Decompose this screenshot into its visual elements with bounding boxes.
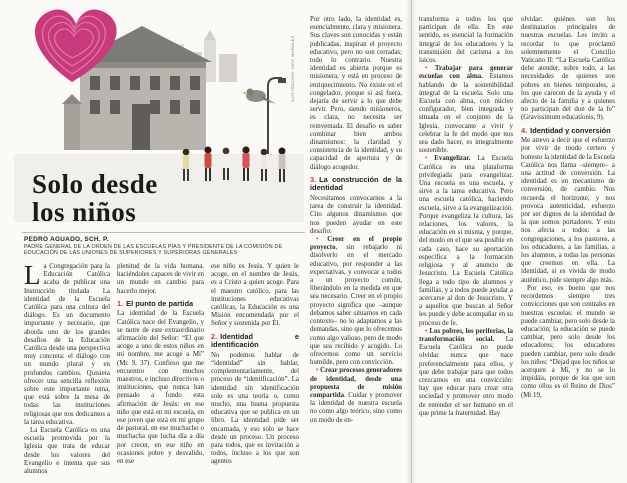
text-column-2	[117, 263, 204, 483]
bullet-text: . Cuidar y promover la identidad de nuestra escuela no como algo teórico, sino como un modo de en-	[310, 391, 402, 424]
illustration-credit: ILUSTRACIÓN: DEXI MORALES	[290, 35, 295, 102]
bullet-text: , sin rebajarlo ni disolverlo en el mercado educativo, por responder a las expectativas, y convocar a todos a un proyecto común, liberándolo en la medida en que sea necesario. Creer en el propio proyecto significa que –aunque debamos saber situarnos en cada contexto– no lo adaptamos a las demandas, sino que lo ofrecemos como algo valioso, pero de modo que sea recibido y acogido. Lo ofrecemos como un servicio humilde, pero con convicción.	[310, 244, 402, 367]
bullet-title: Trabajar para generar escuelas con alma.	[419, 65, 513, 81]
bullet-title: Creer en el propio proyecto	[310, 236, 402, 252]
section-title: Identidad y conversión	[530, 125, 611, 135]
section-title: El punto de partida	[126, 298, 194, 308]
body-paragraph: La identidad de la Escuela Católica nace del Evangelio, y se nutre de este extraordinario afirmación del Señor: “El que acoge a uno de estos niños en mi nombre, me acoge a Mí” (Mc 9, 37). Confieso que me encuentro con muchos maestros, e incluso directivos o instituciones, que nunca han pensado a fondo esta afirmación de Jesús: en ese niño que está en mi escuela, en ese joven que está en mi grupo de pastoral, en ese muchacho o muchacha que lucha día a día por crecer, en ese niño en ocasiones pobre y desvalido, en ese	[117, 310, 204, 466]
bullet-icon: •	[316, 236, 319, 244]
section-number: 4.	[521, 125, 528, 135]
bullet-title: Crear procesos generadores de identidad, desde una propuesta de misión compartida	[310, 367, 402, 399]
bullet-paragraph	[310, 236, 402, 367]
section-heading-3	[310, 176, 402, 193]
article-headline	[32, 170, 158, 226]
body-paragraph: plenitud de la vida humana, haciéndoles capaces de vivir en un mundo en cambio para hacerlo mejor.	[117, 263, 204, 295]
text-column-1	[24, 263, 110, 483]
headline-line-1: Solo desde	[32, 169, 158, 199]
body-paragraph: Por eso, es bueno que nos recordemos siempre tres convicciones que son centrales en nuestras escuelas: el mundo se puede cambiar, pero solo desde la educación; la educación se puede cambiar, pero solo desde los educadores; los educadores pueden cambiar, pero solo desde los niños: “Dejad que los niños se acerquen a Mí, y no se lo impidáis, porque de los que son como ellos es el Reino de Dios” (Mt 19,	[521, 284, 615, 399]
bullet-paragraph	[310, 367, 402, 424]
bullet-text: La Escuela Católica es una plataforma privilegiada para evangelizar. Una escuela es una escuela, y sirve a la tarea educativa. Pero una escuela católica, haciendo escuela, sirve a la evangelización. Porque evangeliza la cultura, las relaciones, los valores, la educación en sí misma, y porque, del modo en el que sea posible en cada caso, hace su aportación específica a la formación religiosa y al anuncio de Jesucristo. La Escuela Católica llega a todo tipo de alumnos y familias, y a todos puede ayudar a acercarse al don de Jesucristo. Y a aquellos que buscan al Señor les puede y debe acompañar en su proceso de fe.	[419, 155, 513, 327]
bullet-icon: •	[425, 155, 428, 163]
paragraph-text: a Congregación para la Educación Católica acaba de publicar una Instrucción titulada La identidad de la Escuela Católica para una cultura del diálogo. Es un documento importante y necesario, que aborda uno de los grandes desafíos de la Educación Católica desde una perspectiva muy concreta: el diálogo con un mundo plural y en profundos cambios. Quisiera ofrecer una sencilla reflexión sobre este importante tema, que está sobre la mesa de todas las instituciones religiosas que nos dedicamos a la tarea educativa.	[24, 263, 110, 426]
section-heading-1	[117, 300, 204, 309]
drop-cap: L	[24, 263, 41, 290]
text-column-3	[211, 263, 299, 483]
bullet-icon: •	[425, 327, 428, 335]
bullet-icon: •	[316, 367, 319, 375]
section-number: 1.	[117, 298, 124, 308]
author-name: PEDRO AGUADO, SCH. P.	[24, 236, 109, 243]
section-number: 2.	[211, 331, 218, 341]
headline-line-2: los niños	[32, 197, 137, 227]
section-title: Identidad e identificación	[211, 331, 299, 350]
body-paragraph: transforma a todos los que participan de ella. En este sentido, es esencial la formación integral de los educadores y la transmisión del carisma a los laicos.	[419, 16, 513, 65]
body-paragraph: ese niño es Jesús. Y quien le acoge, en el nombre de Jesús, es a Cristo a quien acoge. Para el maestro católico, para las instituciones educativas católicas, la Educación es una Misión encomendada por el Señor y sostenida por Él.	[211, 263, 299, 328]
section-heading-4	[521, 127, 615, 136]
body-paragraph: La Escuela Católica es una escuela promovida por la Iglesia que trata de educar desde los valores del Evangelio e intenta que sus alumnos	[24, 427, 110, 476]
bullet-icon: •	[425, 65, 428, 73]
text-column-4	[310, 16, 402, 483]
byline-divider	[22, 232, 305, 233]
body-paragraph: No podemos hablar de “identidad” sin hablar, complementariamente, del proceso de “identificación”. La identidad sin identificación solo es una teoría o, como mucho, una buena propuesta educativa que se publica en un libro. La identidad pide ser encarnada, y eso solo se hace desde un proceso. Un proceso para todos, que es invitación a todos, incluso a los que son agentes	[211, 351, 299, 466]
bullet-paragraph	[419, 155, 513, 327]
body-paragraph: olvidar: quiénes son los destinatarios principales de nuestras escuelas. Les invito a recordar lo que proclamó solemnemente el Concilio Vaticano II: “La Escuela Católica debe atender, sobre todo, a las necesidades de quienes son pobres en bienes temporales, a los que carecen de la ayuda y el afecto de la familia y a quienes no participan del don de la fe” (Gravissimum educationis, 9).	[521, 16, 615, 122]
bullet-title: Evangelizar.	[434, 155, 471, 163]
body-paragraph: Por otro lado, la identidad es, esencialmente, clara y misionera. Sus claves son conocidas y están publicadas, inspiran el proyecto educativo, pero no son cerradas; todo lo contrario. Nuestra identidad es abierta porque es misionera, y está en proceso de enriquecimiento. No existe en el congelador, porque si así fuera, dejaría de servir a lo que debe servir. Pero, siendo misioneros, es clara, no necesita ser reinventada. El desafío es saber combinar bien ambos dinamismos: la claridad y consistencia de la identidad, y su capacidad de apertura y de diálogo acogedor.	[310, 16, 402, 171]
bullet-paragraph	[419, 65, 513, 155]
bullet-text: Estamos hablando de la sostenibilidad integral de la escuela. Solo una Escuela con alma, con núcleo configurador, bien integrada y situada en el conjunto de la Iglesia, convocante a vivir y celebrar la fe del modo que nos sea dado hacer, es integralmente sostenible.	[419, 73, 513, 155]
text-column-5	[419, 16, 513, 483]
intro-paragraph	[24, 263, 110, 427]
bullet-title: Los pobres, los periferias, la transformación social.	[419, 327, 513, 343]
author-affiliation: PADRE GENERAL DE LA ORDEN DE LAS ESCUELAS PÍAS Y PRESIDENTE DE LA COMISIÓN DE EDUCACIÓN DE LAS UNIONES DE SUPERIORES Y SUPERIORAS GENERALES	[24, 244, 283, 257]
section-heading-2	[211, 333, 299, 350]
text-column-6	[521, 16, 615, 483]
bullet-text: La Escuela Católica no puede olvidar nunca que nace preferencialmente para ellos, y que debe trabajar para que todos crezcamos en una convicción: hay que educar para crear otra sociedad y promover otro modo de entender el ser humano en el que prime la fraternidad. Hay	[419, 335, 513, 417]
section-number: 3.	[310, 174, 317, 184]
page-gutter	[411, 0, 412, 483]
section-title: La construcción de la identidad	[310, 174, 402, 193]
bullet-paragraph	[419, 328, 513, 418]
body-paragraph: Necesitamos convocarnos a la tarea de construir la identidad. Cito algunos dinamismos que nos pueden ayudar en este desafío:	[310, 195, 402, 235]
body-paragraph: Me atrevo a decir que el esfuerzo por vivir de modo certero y honesto la identidad de la Escuela Católica nos llama –siempre– a una actitud de conversión. La identidad es un mecanismo de conversión, de cambio. Nos recuerda el horizonte, y nos provoca autenticidad, esfuerzo por ser dignos de la identidad de la que somos portadores. Y esto nos afecta a todos: a las congregaciones, a los pastores, a los educadores, a las familias, a los alumnos, a todas las personas que creemos en ella. La identidad, si es vivida de modo auténtico, pide siempre algo más.	[521, 137, 615, 284]
